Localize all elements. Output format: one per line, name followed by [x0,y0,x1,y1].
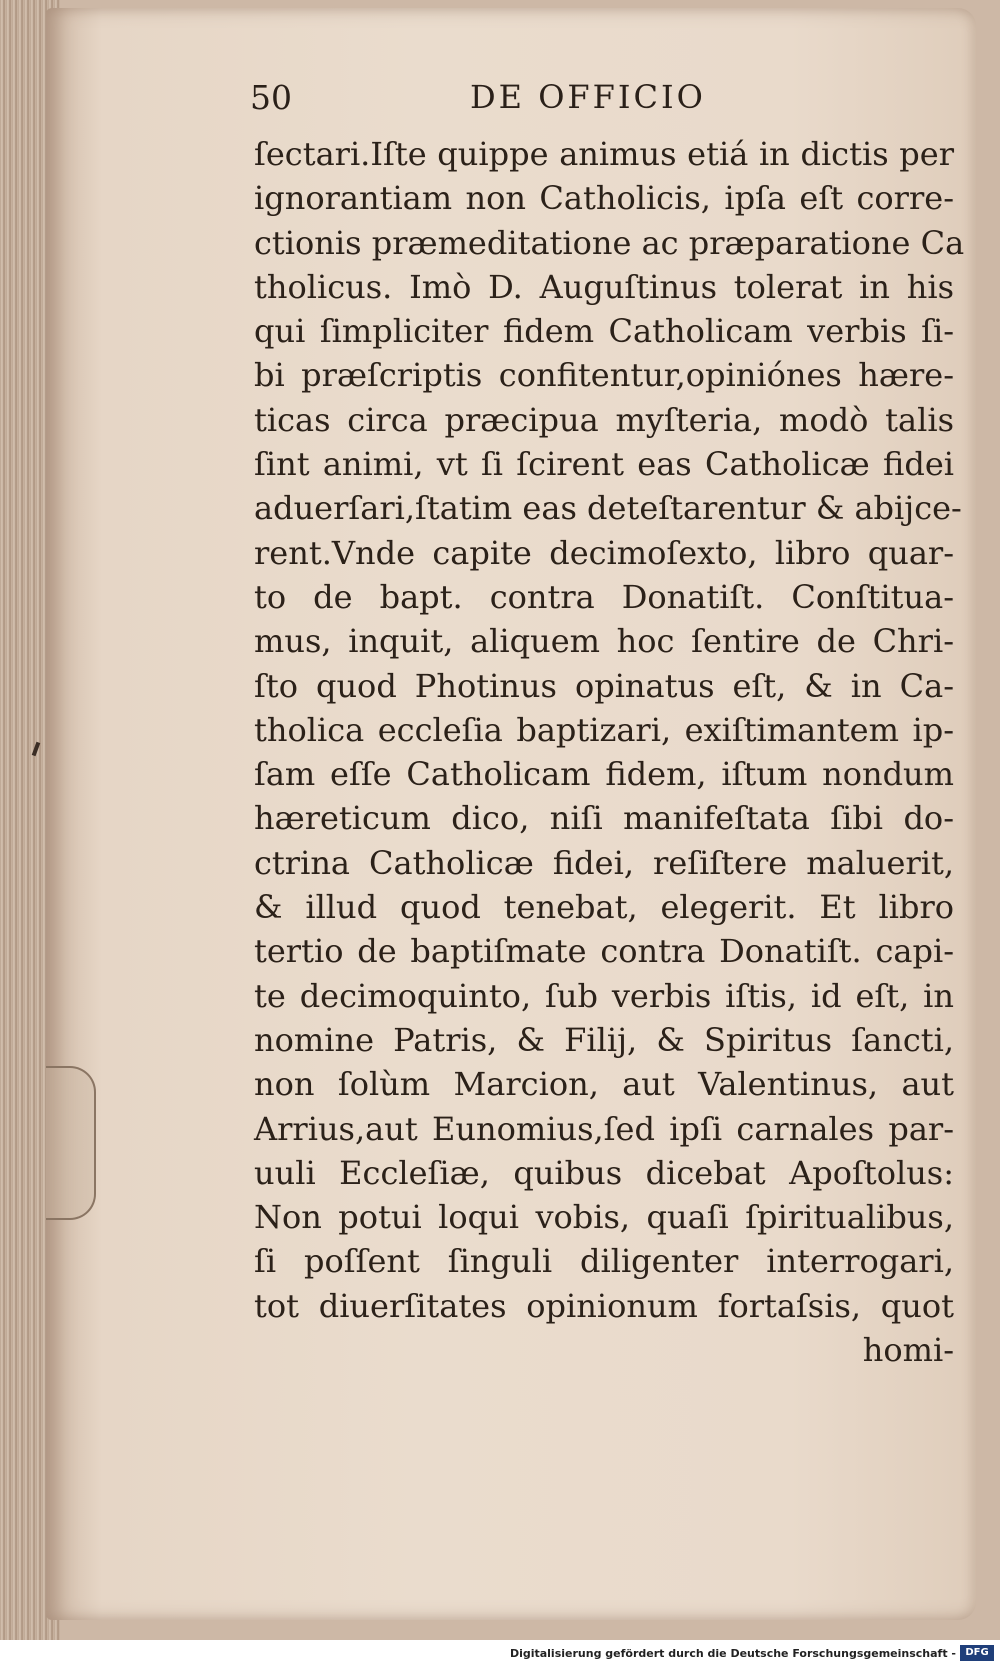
text-line: nomine Patris, & Filij, & Spiritus ſancti, [254,1020,954,1059]
text-line: ignorantiam non Catholicis, ipſa eſt corre- [254,179,954,218]
text-line: ctionis præmeditatione ac præparatione Ca [254,223,965,262]
dfg-logo: DFG [960,1645,994,1661]
funding-credit: Digitalisierung gefördert durch die Deutsche Forschungsgemeinschaft - [509,1647,956,1660]
text-line: qui ſimpliciter fidem Catholicam verbis ſi- [254,312,954,351]
digitization-footer [0,1640,1000,1669]
catchword: homi- [862,1331,954,1370]
text-line: ſam eſſe Catholicam fidem, iſtum nondum [254,755,954,794]
page-header [250,74,750,124]
text-line: ſto quod Photinus opinatus eſt, & in Ca- [254,666,954,705]
text-line: ſint animi, vt ſi ſcirent eas Catholicæ fidei [254,445,954,484]
running-head: DE OFFICIO [470,78,706,116]
text-line: te decimoquinto, ſub verbis iſtis, id eſt, in [254,976,954,1015]
text-line: ticas circa præcipua myſteria, modò talis [254,400,954,439]
text-line: uuli Eccleſiæ, quibus dicebat Apoſtolus: [254,1153,954,1192]
text-line: tholica eccleſia baptizari, exiſtimantem ip- [254,710,954,749]
text-line: tertio de baptiſmate contra Donatiſt. capi- [254,932,954,971]
text-line: tot diuerſitates opinionum fortaſsis, quot [254,1286,954,1325]
text-line: ctrina Catholicæ fidei, reſiſtere maluerit, [254,843,954,882]
page-number: 50 [250,78,292,117]
body-text [254,132,965,1372]
text-line: mus, inquit, aliquem hoc ſentire de Chri- [254,622,954,661]
book-clasp [46,1066,96,1220]
text-line: bi præſcriptis confitentur,opiniónes hære- [254,356,954,395]
text-line: tholicus. Imò D. Auguſtinus tolerat in his [254,267,954,306]
text-line: rent.Vnde capite decimoſexto, libro quar- [254,533,954,572]
text-line: hæreticum dico, niſi manifeſtata ſibi do- [254,799,954,838]
text-line: ſectari.Iſte quippe animus etiá in dictis per [254,135,954,173]
text-line: ſi poſſent ſinguli diligenter interrogari, [254,1242,954,1281]
text-line: & illud quod tenebat, elegerit. Et libro [254,888,954,927]
text-line: Arrius,aut Eunomius,ſed ipſi carnales par- [254,1109,954,1148]
text-line: aduerſari,ſtatim eas deteſtarentur & abijce- [254,489,962,528]
text-line: non ſolùm Marcion, aut Valentinus, aut [254,1065,954,1104]
text-line: Non potui loqui vobis, quaſi ſpiritualibus, [254,1198,954,1237]
text-line: to de bapt. contra Donatiſt. Conſtitua- [254,577,954,616]
